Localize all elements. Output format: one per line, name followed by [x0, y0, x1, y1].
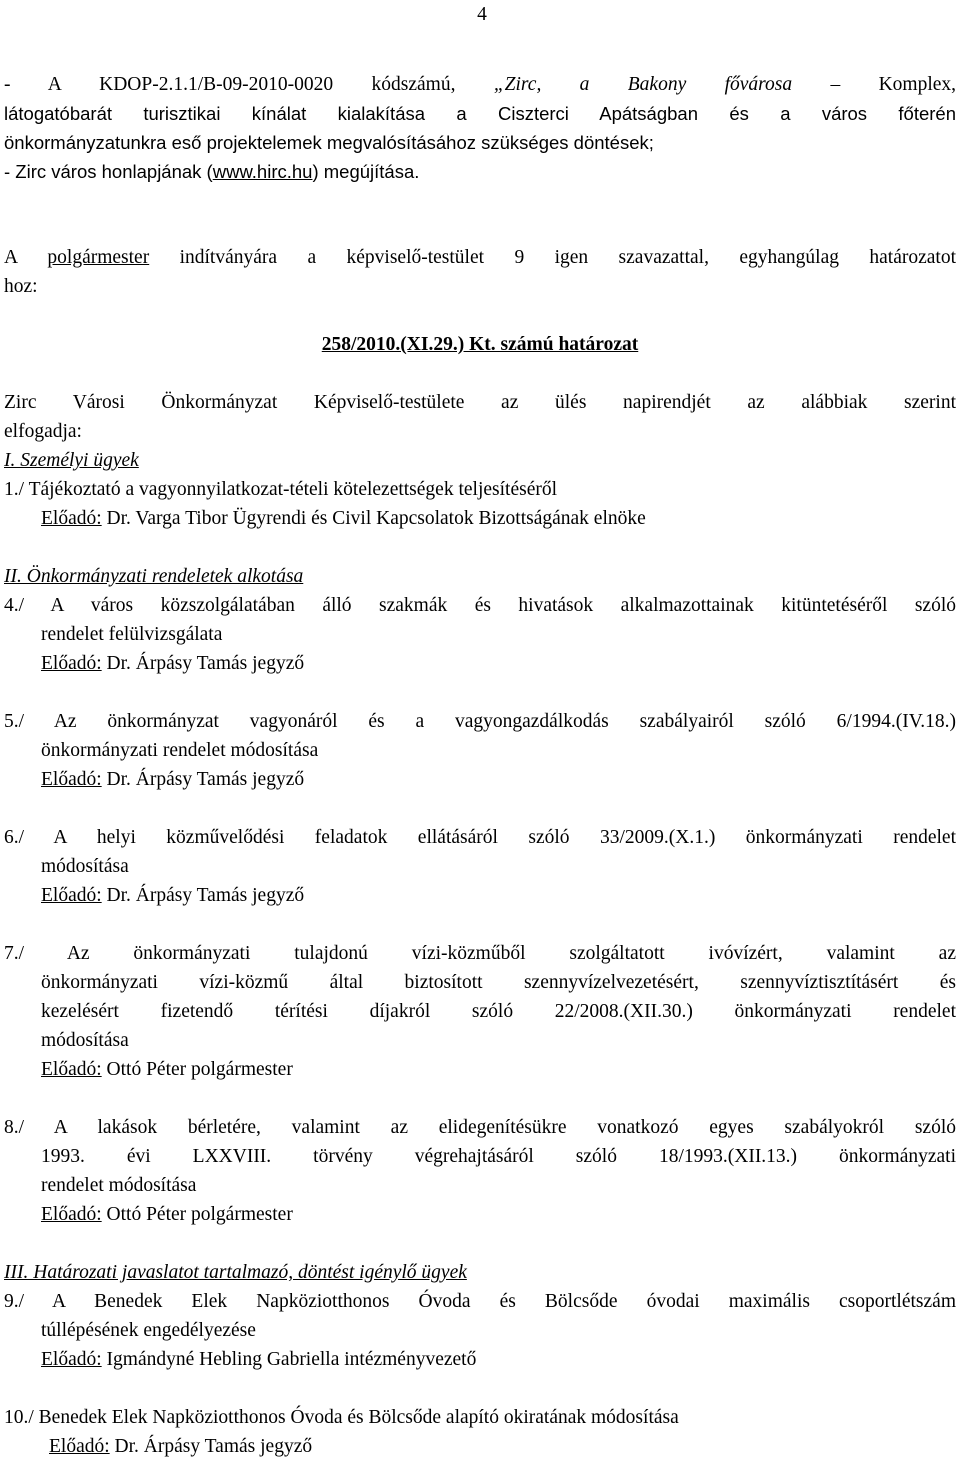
item-5-line-2: önkormányzati rendelet módosítása [41, 740, 319, 761]
project-title-rest: – Komplex, [792, 74, 957, 95]
agenda-intro-website [4, 157, 956, 186]
item-5-line-1: 5./ Az önkormányzat vagyonáról és a vagyongazdálkodás szabályairól szóló 6/1994.(IV.18.) [4, 711, 956, 732]
item-10-presenter: Előadó: Dr. Árpásy Tamás jegyző [49, 1436, 313, 1457]
kodszamu-label: kódszámú, [371, 74, 456, 95]
resolution-body-line-1: Zirc Városi Önkormányzat Képviselő-testülete az ülés napirendjét az alábbiak szerint [4, 392, 956, 413]
item-4-line-1: 4./ A város közszolgálatában álló szakmák és hivatások alkalmazottainak kitüntetéséről szóló [4, 595, 956, 616]
item-9-line-1: 9./ A Benedek Elek Napköziotthonos Óvoda és Bölcsőde óvodai maximális csoportlétszám [4, 1291, 956, 1312]
agenda-intro-line-2: látogatóbarát turisztikai kínálat kialakítása a Ciszterci Apátságban és a város főterén [4, 103, 956, 124]
project-title: „Zirc, a Bakony fővárosa [493, 74, 793, 95]
item-6-line-1: 6./ A helyi közművelődési feladatok ellátásáról szóló 33/2009.(X.1.) önkormányzati rendelet [4, 827, 956, 848]
item-8-line-1: 8./ A lakások bérletére, valamint az elidegenítésükre vonatkozó egyes szabályokról szóló [4, 1117, 956, 1138]
dash: - [4, 74, 11, 95]
item-9-presenter: Előadó: Igmándyné Hebling Gabriella intézményvezető [41, 1349, 477, 1370]
item-10-line-1: 10./ Benedek Elek Napköziotthonos Óvoda és Bölcsőde alapító okiratának módosítása [4, 1407, 679, 1428]
item-5-presenter: Előadó: Dr. Árpásy Tamás jegyző [41, 769, 305, 790]
item-7-line-4: módosítása [41, 1030, 129, 1051]
mayor-word: polgármester [47, 247, 150, 268]
page-number: 4 [477, 4, 487, 25]
item-1-text: 1./ Tájékoztató a vagyonnyilatkozat-tételi kötelezettségek teljesítéséről [4, 479, 558, 500]
website-suffix: ) megújítása. [312, 161, 420, 182]
item-1-presenter: Előadó: Dr. Varga Tibor Ügyrendi és Civil Kapcsolatok Bizottságának elnöke [41, 508, 646, 529]
vote-paragraph-line-2: hoz: [4, 276, 38, 297]
item-6-line-2: módosítása [41, 856, 129, 877]
resolution-body-line-2: elfogadja: [4, 421, 82, 442]
item-8-line-3: rendelet módosítása [41, 1175, 197, 1196]
item-8-presenter: Előadó: Ottó Péter polgármester [41, 1204, 293, 1225]
item-7-line-2: önkormányzati vízi-közmű által biztosított szennyvízelvezetésért, szennyvíztisztításért és [41, 972, 956, 993]
agenda-intro-line-1 [4, 70, 956, 99]
item-8-line-2: 1993. évi LXXVIII. törvény végrehajtásáról szóló 18/1993.(XII.13.) önkormányzati [41, 1146, 956, 1167]
agenda-intro-line-3: önkormányzatunkra eső projektelemek megvalósításához szükséges döntések; [4, 132, 654, 153]
resolution-title: 258/2010.(XI.29.) Kt. számú határozat [321, 334, 639, 355]
project-code: A KDOP-2.1.1/B-09-2010-0020 [47, 74, 334, 95]
item-4-line-2: rendelet felülvizsgálata [41, 624, 223, 645]
item-6-presenter: Előadó: Dr. Árpásy Tamás jegyző [41, 885, 305, 906]
item-7-line-3: kezelésért fizetendő térítési díjakról szóló 22/2008.(XII.30.) önkormányzati rendelet [41, 1001, 956, 1022]
section-2-title: II. Önkormányzati rendeletek alkotása [4, 566, 304, 587]
section-1-title: I. Személyi ügyek [4, 450, 139, 471]
section-3-title: III. Határozati javaslatot tartalmazó, döntést igénylő ügyek [4, 1262, 467, 1283]
item-4-presenter: Előadó: Dr. Árpásy Tamás jegyző [41, 653, 305, 674]
item-9-line-2: túllépésének engedélyezése [41, 1320, 256, 1341]
item-7-presenter: Előadó: Ottó Péter polgármester [41, 1059, 293, 1080]
website-link[interactable]: www.hirc.hu [212, 161, 313, 182]
vote-paragraph-line-1: A polgármester indítványára a képviselő-testület 9 igen szavazattal, egyhangúlag határozatot [4, 247, 956, 268]
item-7-line-1: 7./ Az önkormányzati tulajdonú vízi-közműből szolgáltatott ivóvízért, valamint az [4, 943, 956, 964]
website-prefix: - Zirc város honlapjának ( [4, 161, 213, 182]
